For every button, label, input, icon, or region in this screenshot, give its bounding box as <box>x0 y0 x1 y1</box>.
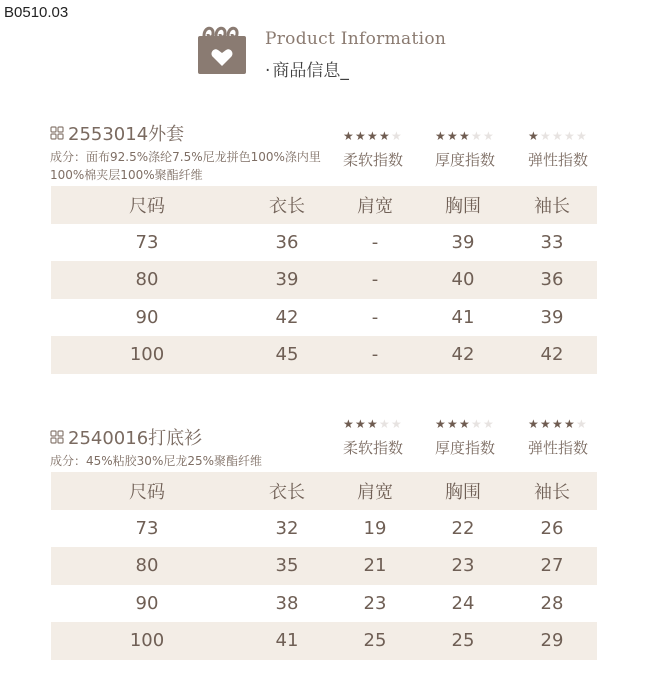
star-empty-icon: ★ <box>540 129 551 143</box>
product-code: B0510.03 <box>4 4 69 21</box>
table-cell: - <box>371 269 379 291</box>
product-name <box>50 424 202 450</box>
index-label: 柔软指数 <box>343 439 404 457</box>
table-row <box>51 336 597 374</box>
star-rating <box>343 131 403 143</box>
table-cell: - <box>371 344 379 366</box>
table-cell: 23 <box>363 592 387 614</box>
table-header: 胸围 <box>445 195 481 217</box>
star-empty-icon: ★ <box>379 417 390 431</box>
table-cell: 42 <box>540 344 564 366</box>
table-cell: 80 <box>135 555 159 577</box>
star-empty-icon: ★ <box>483 129 494 143</box>
table-cell: 42 <box>451 344 475 366</box>
table-row <box>51 224 597 262</box>
product-name <box>50 120 184 146</box>
table-cell: 25 <box>363 630 387 652</box>
star-empty-icon: ★ <box>576 417 587 431</box>
star-filled-icon: ★ <box>447 129 458 143</box>
table-header: 衣长 <box>269 195 305 217</box>
product-name-text: 2553014外套 <box>68 124 185 145</box>
table-cell: 41 <box>275 630 299 652</box>
table-cell: 73 <box>135 517 159 539</box>
table-cell: 39 <box>275 269 299 291</box>
table-cell: 29 <box>540 630 564 652</box>
star-filled-icon: ★ <box>343 417 354 431</box>
star-filled-icon: ★ <box>447 417 458 431</box>
table-header: 胸围 <box>445 481 481 503</box>
star-empty-icon: ★ <box>564 129 575 143</box>
table-header: 尺码 <box>129 195 165 217</box>
thickness-index <box>435 419 495 458</box>
material-text: 成分：45%粘胶30%尼龙25%聚酯纤维 <box>50 454 263 468</box>
star-rating <box>528 131 588 143</box>
star-filled-icon: ★ <box>355 417 366 431</box>
gift-bag-heart-icon <box>196 22 248 76</box>
star-filled-icon: ★ <box>355 129 366 143</box>
table-cell: 45 <box>275 344 299 366</box>
table-cell: 32 <box>275 517 299 539</box>
table-cell: 25 <box>451 630 475 652</box>
table-cell: - <box>371 306 379 328</box>
table-cell: 100 <box>129 630 165 652</box>
table-cell: 33 <box>540 231 564 253</box>
index-label: 弹性指数 <box>528 151 589 169</box>
star-filled-icon: ★ <box>552 417 563 431</box>
star-filled-icon: ★ <box>367 417 378 431</box>
table-cell: 41 <box>451 306 475 328</box>
table-row <box>51 547 597 585</box>
table-cell: 23 <box>451 555 475 577</box>
table-row <box>51 585 597 623</box>
table-header: 衣长 <box>269 481 305 503</box>
star-rating <box>435 131 495 143</box>
table-cell: - <box>371 231 379 253</box>
star-filled-icon: ★ <box>459 417 470 431</box>
table-row <box>51 299 597 337</box>
table-cell: 22 <box>451 517 475 539</box>
table-cell: 39 <box>451 231 475 253</box>
table-cell: 90 <box>135 306 159 328</box>
table-cell: 90 <box>135 592 159 614</box>
material-text: 成分：面布92.5%涤纶7.5%尼龙拼色100%涤内里100%棉夹层100%聚酯纤维 <box>50 150 321 182</box>
star-empty-icon: ★ <box>576 129 587 143</box>
elasticity-index <box>528 419 588 458</box>
thickness-index <box>435 131 495 170</box>
table-header: 袖长 <box>534 481 570 503</box>
star-filled-icon: ★ <box>343 129 354 143</box>
star-rating <box>343 419 403 431</box>
star-empty-icon: ★ <box>391 417 402 431</box>
brand-subtitle <box>265 56 349 81</box>
star-empty-icon: ★ <box>471 129 482 143</box>
table-cell: 36 <box>540 269 564 291</box>
softness-index <box>343 419 403 458</box>
size-table <box>51 472 597 660</box>
subtitle-text: 商品信息_ <box>272 61 349 81</box>
table-row <box>51 510 597 548</box>
table-cell: 36 <box>275 231 299 253</box>
star-filled-icon: ★ <box>459 129 470 143</box>
table-header: 尺码 <box>129 481 165 503</box>
star-empty-icon: ★ <box>391 129 402 143</box>
table-header-row <box>51 186 597 224</box>
softness-index <box>343 131 403 170</box>
brand-title: Product Information <box>265 29 447 49</box>
grid-icon <box>50 126 64 140</box>
table-cell: 73 <box>135 231 159 253</box>
star-filled-icon: ★ <box>564 417 575 431</box>
table-header: 肩宽 <box>357 195 393 217</box>
elasticity-index <box>528 131 588 170</box>
star-filled-icon: ★ <box>367 129 378 143</box>
table-cell: 27 <box>540 555 564 577</box>
table-row <box>51 622 597 660</box>
table-cell: 40 <box>451 269 475 291</box>
product-name-text: 2540016打底衫 <box>68 428 203 449</box>
table-cell: 38 <box>275 592 299 614</box>
table-cell: 42 <box>275 306 299 328</box>
table-header-row <box>51 472 597 510</box>
table-cell: 80 <box>135 269 159 291</box>
table-header: 袖长 <box>534 195 570 217</box>
grid-icon <box>50 430 64 444</box>
subtitle-dot: · <box>265 61 271 81</box>
star-filled-icon: ★ <box>435 129 446 143</box>
star-filled-icon: ★ <box>528 129 539 143</box>
table-row <box>51 261 597 299</box>
star-empty-icon: ★ <box>552 129 563 143</box>
table-cell: 39 <box>540 306 564 328</box>
size-table <box>51 186 597 374</box>
index-label: 厚度指数 <box>435 151 496 169</box>
table-header: 肩宽 <box>357 481 393 503</box>
star-filled-icon: ★ <box>528 417 539 431</box>
star-empty-icon: ★ <box>471 417 482 431</box>
index-label: 弹性指数 <box>528 439 589 457</box>
table-cell: 21 <box>363 555 387 577</box>
star-rating <box>528 419 588 431</box>
table-cell: 26 <box>540 517 564 539</box>
star-filled-icon: ★ <box>379 129 390 143</box>
index-label: 柔软指数 <box>343 151 404 169</box>
table-cell: 24 <box>451 592 475 614</box>
index-label: 厚度指数 <box>435 439 496 457</box>
table-cell: 19 <box>363 517 387 539</box>
star-rating <box>435 419 495 431</box>
star-filled-icon: ★ <box>435 417 446 431</box>
table-cell: 28 <box>540 592 564 614</box>
table-cell: 35 <box>275 555 299 577</box>
star-filled-icon: ★ <box>540 417 551 431</box>
table-cell: 100 <box>129 344 165 366</box>
star-empty-icon: ★ <box>483 417 494 431</box>
